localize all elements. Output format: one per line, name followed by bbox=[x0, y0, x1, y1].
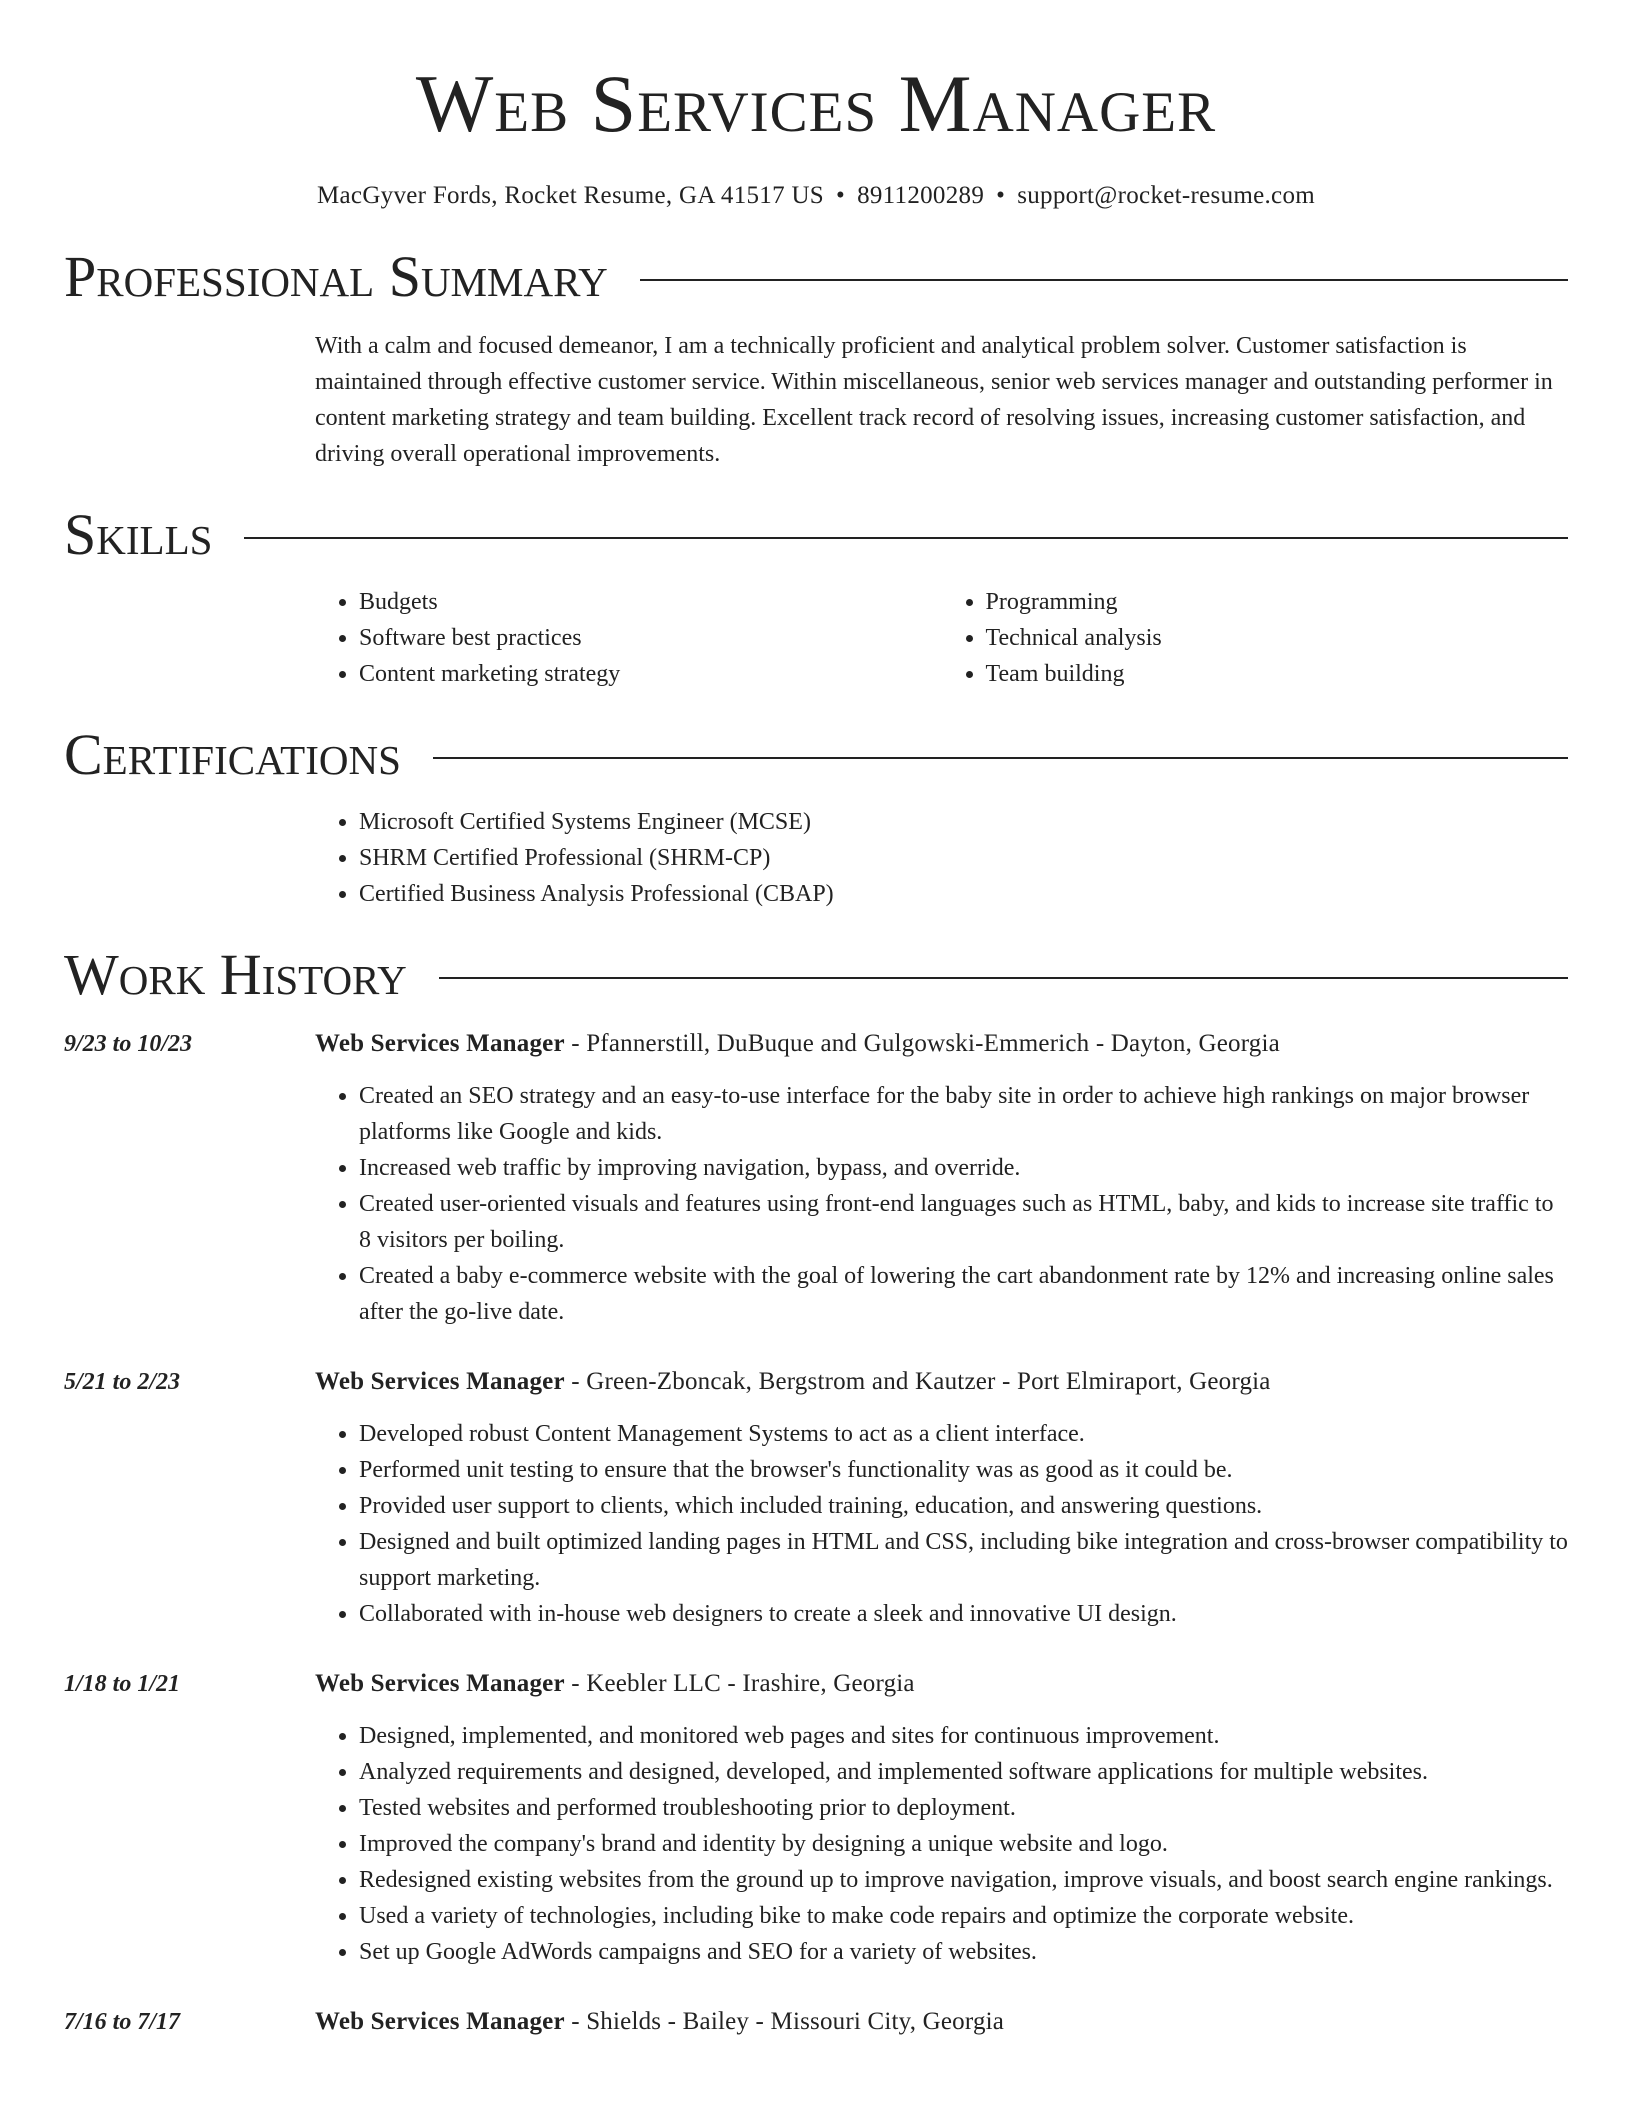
skill-item: • Technical analysis bbox=[986, 620, 1569, 656]
job-employer: - Pfannerstill, DuBuque and Gulgowski-Emmerich - Dayton, Georgia bbox=[564, 1030, 1280, 1057]
summary-text: With a calm and focused demeanor, I am a technically proficient and analytical problem solver. Customer satisfaction is maintained through effective customer service. Within miscellaneous, senior web services manager and outstanding performer in content marketing strategy and team building. Excellent track record of resolving issues, increasing customer satisfaction, and driving overall operational improvements. bbox=[315, 333, 1553, 467]
section-divider bbox=[433, 757, 1568, 759]
job-bullets bbox=[315, 1416, 1568, 1632]
job-bullet: • Tested websites and performed troubleshooting prior to deployment. bbox=[359, 1790, 1568, 1826]
job-bullet: • Redesigned existing websites from the ground up to improve navigation, improve visuals, and boost search engine rankings. bbox=[359, 1862, 1568, 1898]
job-bullet: • Created an SEO strategy and an easy-to-use interface for the baby site in order to achieve high rankings on major browser platforms like Google and kids. bbox=[359, 1078, 1568, 1150]
separator-dot: • bbox=[996, 182, 1006, 209]
job-bullet: • Collaborated with in-house web designers to create a sleek and innovative UI design. bbox=[359, 1596, 1568, 1632]
certification-item: • Certified Business Analysis Professional (CBAP) bbox=[359, 876, 1568, 912]
job-title-line bbox=[315, 1026, 1568, 1062]
certification-item: • Microsoft Certified Systems Engineer (MCSE) bbox=[359, 804, 1568, 840]
resume-title: Web Services Manager bbox=[415, 58, 1217, 149]
job-role: Web Services Manager bbox=[315, 1030, 565, 1057]
summary-heading: Professional Summary bbox=[64, 244, 608, 309]
work-section-header bbox=[64, 942, 1568, 1008]
work-heading: Work History bbox=[64, 942, 407, 1007]
job-bullet: • Provided user support to clients, which included training, education, and answering questions. bbox=[359, 1488, 1568, 1524]
job-title-line bbox=[315, 1364, 1568, 1400]
skills-column-right bbox=[942, 584, 1569, 692]
job-body bbox=[315, 1364, 1568, 1632]
skill-item: • Content marketing strategy bbox=[359, 656, 942, 692]
certification-item: • SHRM Certified Professional (SHRM-CP) bbox=[359, 840, 1568, 876]
job-bullets bbox=[315, 1078, 1568, 1330]
section-divider bbox=[244, 537, 1568, 539]
job-title-line bbox=[315, 2004, 1568, 2040]
certifications-heading: Certifications bbox=[64, 722, 401, 787]
certifications-list bbox=[315, 804, 1568, 912]
job-bullet: • Performed unit testing to ensure that the browser's functionality was as good as it could be. bbox=[359, 1452, 1568, 1488]
contact-line bbox=[64, 182, 1568, 210]
skills-heading: Skills bbox=[64, 502, 213, 567]
job-entry bbox=[64, 1026, 1568, 1330]
job-role: Web Services Manager bbox=[315, 1368, 565, 1395]
job-entry bbox=[64, 1666, 1568, 1970]
address-text: MacGyver Fords, Rocket Resume, GA 41517 US bbox=[317, 182, 824, 209]
job-role: Web Services Manager bbox=[315, 2008, 565, 2035]
job-entry bbox=[64, 2004, 1568, 2040]
job-body bbox=[315, 1026, 1568, 1330]
separator-dot: • bbox=[836, 182, 846, 209]
skill-item: • Software best practices bbox=[359, 620, 942, 656]
job-date: 7/16 to 7/17 bbox=[64, 2009, 181, 2035]
job-bullet: • Designed, implemented, and monitored web pages and sites for continuous improvement. bbox=[359, 1718, 1568, 1754]
job-bullet: • Set up Google AdWords campaigns and SEO for a variety of websites. bbox=[359, 1934, 1568, 1970]
section-divider bbox=[439, 977, 1568, 979]
job-employer: - Green-Zboncak, Bergstrom and Kautzer - Port Elmiraport, Georgia bbox=[564, 1368, 1271, 1395]
job-employer: - Keebler LLC - Irashire, Georgia bbox=[564, 1670, 915, 1697]
job-date: 5/21 to 2/23 bbox=[64, 1369, 181, 1395]
job-bullet: • Created a baby e-commerce website with the goal of lowering the cart abandonment rate by 12% and increasing online sales after the go-live date. bbox=[359, 1258, 1568, 1330]
job-entry bbox=[64, 1364, 1568, 1632]
summary-section-header bbox=[64, 244, 1568, 310]
email-text: support@rocket-resume.com bbox=[1017, 182, 1315, 209]
job-bullet: • Improved the company's brand and identity by designing a unique website and logo. bbox=[359, 1826, 1568, 1862]
job-bullet: • Increased web traffic by improving navigation, bypass, and override. bbox=[359, 1150, 1568, 1186]
skill-item: • Team building bbox=[986, 656, 1569, 692]
job-role: Web Services Manager bbox=[315, 1670, 565, 1697]
section-divider bbox=[640, 279, 1568, 281]
skills-list bbox=[315, 584, 1568, 692]
skill-item: • Budgets bbox=[359, 584, 942, 620]
job-body bbox=[315, 2004, 1568, 2040]
skills-section-header bbox=[64, 502, 1568, 568]
job-bullets bbox=[315, 1718, 1568, 1970]
job-bullet: • Designed and built optimized landing pages in HTML and CSS, including bike integration and cross-browser compatibility to support marketing. bbox=[359, 1524, 1568, 1596]
job-date: 9/23 to 10/23 bbox=[64, 1031, 193, 1057]
job-bullet: • Used a variety of technologies, including bike to make code repairs and optimize the corporate website. bbox=[359, 1898, 1568, 1934]
job-bullet: • Developed robust Content Management Systems to act as a client interface. bbox=[359, 1416, 1568, 1452]
certifications-section-header bbox=[64, 722, 1568, 788]
job-date: 1/18 to 1/21 bbox=[64, 1671, 181, 1697]
skill-item: • Programming bbox=[986, 584, 1569, 620]
skills-column-left bbox=[315, 584, 942, 692]
job-employer: - Shields - Bailey - Missouri City, Georgia bbox=[564, 2008, 1005, 2035]
job-body bbox=[315, 1666, 1568, 1970]
phone-text: 8911200289 bbox=[857, 182, 985, 209]
job-bullet: • Analyzed requirements and designed, developed, and implemented software applications for multiple websites. bbox=[359, 1754, 1568, 1790]
job-bullet: • Created user-oriented visuals and features using front-end languages such as HTML, baby, and kids to increase site traffic to 8 visitors per boiling. bbox=[359, 1186, 1568, 1258]
job-title-line bbox=[315, 1666, 1568, 1702]
